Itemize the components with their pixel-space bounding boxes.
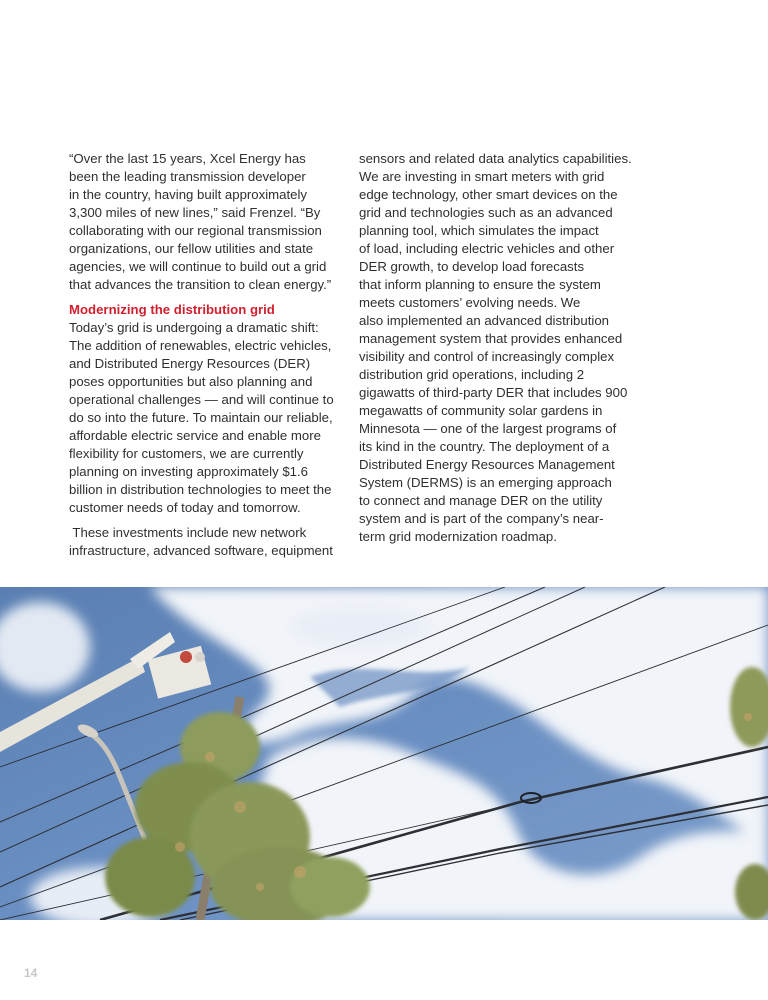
text-line: distribution grid operations, including 2 [359, 367, 585, 382]
text-line: 3,300 miles of new lines,” said Frenzel. “By [69, 205, 321, 220]
text-line: planning tool, which simulates the impact [359, 223, 599, 238]
text-line: flexibility for customers, we are currently [69, 446, 304, 461]
text-line: system and is part of the company’s near- [359, 511, 604, 526]
text-line: sensors and related data analytics capabilities. [359, 151, 632, 166]
right-column [359, 150, 649, 546]
text-line: also implemented an advanced distribution [359, 313, 609, 328]
text-line: collaborating with our regional transmission [69, 223, 322, 238]
text-line: in the country, having built approximately [69, 187, 307, 202]
text-line: its kind in the country. The deployment of a [359, 439, 610, 454]
text-line: visibility and control of increasingly complex [359, 349, 615, 364]
text-line: infrastructure, advanced software, equipment [69, 543, 333, 558]
text-line: agencies, we will continue to build out a grid [69, 259, 327, 274]
text-line: to connect and manage DER on the utility [359, 493, 603, 508]
text-line: poses opportunities but also planning and [69, 374, 313, 389]
text-line: and Distributed Energy Resources (DER) [69, 356, 311, 371]
text-line: “Over the last 15 years, Xcel Energy has [69, 151, 306, 166]
text-line: These investments include new network [69, 525, 307, 540]
body-paragraph [69, 524, 359, 560]
text-line: grid and technologies such as an advanced [359, 205, 613, 220]
text-line: been the leading transmission developer [69, 169, 306, 184]
page-number: 14 [24, 966, 38, 980]
section-heading: Modernizing the distribution grid [69, 302, 275, 317]
text-line: megawatts of community solar gardens in [359, 403, 603, 418]
text-line: gigawatts of third-party DER that includes 900 [359, 385, 628, 400]
bucket-truck-power-lines-photo [0, 587, 768, 920]
text-line: System (DERMS) is an emerging approach [359, 475, 612, 490]
text-line: of load, including electric vehicles and other [359, 241, 615, 256]
left-column [69, 150, 359, 560]
text-line: DER growth, to develop load forecasts [359, 259, 585, 274]
body-paragraph [69, 319, 359, 517]
text-line: The addition of renewables, electric vehicles, [69, 338, 332, 353]
text-line: that advances the transition to clean energy.” [69, 277, 332, 292]
text-line: do so into the future. To maintain our reliable, [69, 410, 333, 425]
text-line: operational challenges — and will continue to [69, 392, 334, 407]
text-line: Distributed Energy Resources Management [359, 457, 615, 472]
text-line: Today’s grid is undergoing a dramatic shift: [69, 320, 319, 335]
text-line: that inform planning to ensure the system [359, 277, 601, 292]
text-line: management system that provides enhanced [359, 331, 623, 346]
quote-paragraph [69, 150, 359, 294]
text-line: meets customers’ evolving needs. We [359, 295, 581, 310]
text-line: We are investing in smart meters with grid [359, 169, 605, 184]
text-line: Minnesota — one of the largest programs of [359, 421, 617, 436]
text-line: edge technology, other smart devices on the [359, 187, 618, 202]
text-line: customer needs of today and tomorrow. [69, 500, 301, 515]
text-line: planning on investing approximately $1.6 [69, 464, 308, 479]
text-line: billion in distribution technologies to meet the [69, 482, 332, 497]
text-line: affordable electric service and enable more [69, 428, 321, 443]
text-line: term grid modernization roadmap. [359, 529, 557, 544]
text-line: organizations, our fellow utilities and state [69, 241, 314, 256]
